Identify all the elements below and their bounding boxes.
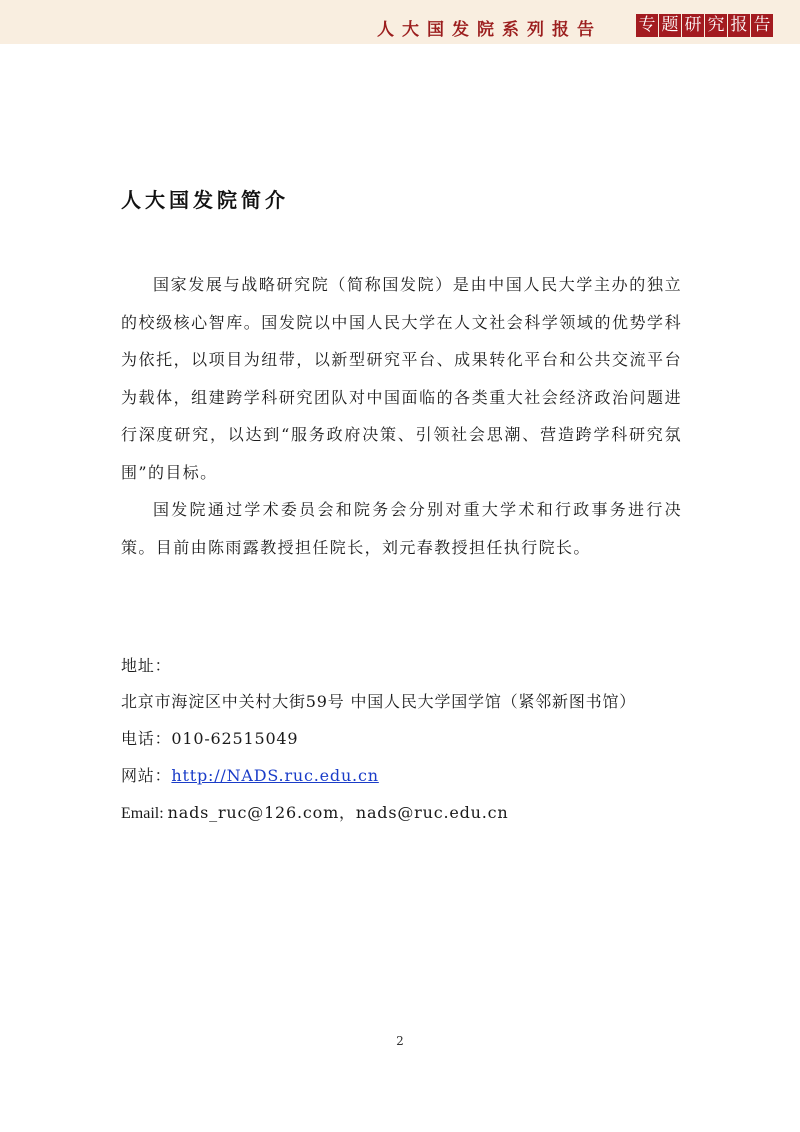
- phone-row: [121, 721, 683, 756]
- contact-info: [121, 648, 683, 831]
- phone-value: 010-62515049: [171, 729, 299, 748]
- intro-body: [121, 266, 682, 566]
- page-header: [0, 0, 800, 44]
- website-link[interactable]: http://NADS.ruc.edu.cn: [171, 766, 379, 785]
- email-row: [121, 795, 683, 831]
- phone-label: 电话：: [121, 729, 172, 748]
- intro-paragraph-1: 国家发展与战略研究院（简称国发院）是由中国人民大学主办的独立的校级核心智库。国发院以中国人民大学在人文社会科学领域的优势学科为依托，以项目为纽带，以新型研究平台、成果转化平台和公共交流平台为载体，组建跨学科研究团队对中国面临的各类重大社会经济政治问题进行深度研究，以达到“服务政府决策、引领社会思潮、营造跨学科研究氛围”的目标。: [121, 275, 682, 482]
- badge-char: 研: [682, 14, 704, 37]
- badge-char: 告: [751, 14, 773, 37]
- badge-char: 专: [636, 14, 658, 37]
- intro-paragraph-2: 国发院通过学术委员会和院务会分别对重大学术和行政事务进行决策。目前由陈雨露教授担任院长，刘元春教授担任执行院长。: [121, 500, 682, 557]
- website-row: [121, 758, 683, 793]
- badge-char: 题: [659, 14, 681, 37]
- page-number: 2: [396, 1034, 404, 1048]
- series-title: 人大国发院系列报告: [377, 20, 602, 40]
- address-value: 北京市海淀区中关村大街59号 中国人民大学国学馆（紧邻新图书馆）: [121, 691, 637, 711]
- report-type-badge: [636, 14, 774, 37]
- section-title: 人大国发院简介: [121, 188, 289, 212]
- badge-char: 究: [705, 14, 727, 37]
- badge-char: 报: [728, 14, 750, 37]
- email-label: Email:: [121, 805, 168, 822]
- website-label: 网站：: [121, 766, 172, 785]
- email-value: nads_ruc@126.com，nads@ruc.edu.cn: [167, 803, 509, 822]
- address-label: 地址：: [121, 656, 172, 675]
- address-row: [121, 648, 683, 719]
